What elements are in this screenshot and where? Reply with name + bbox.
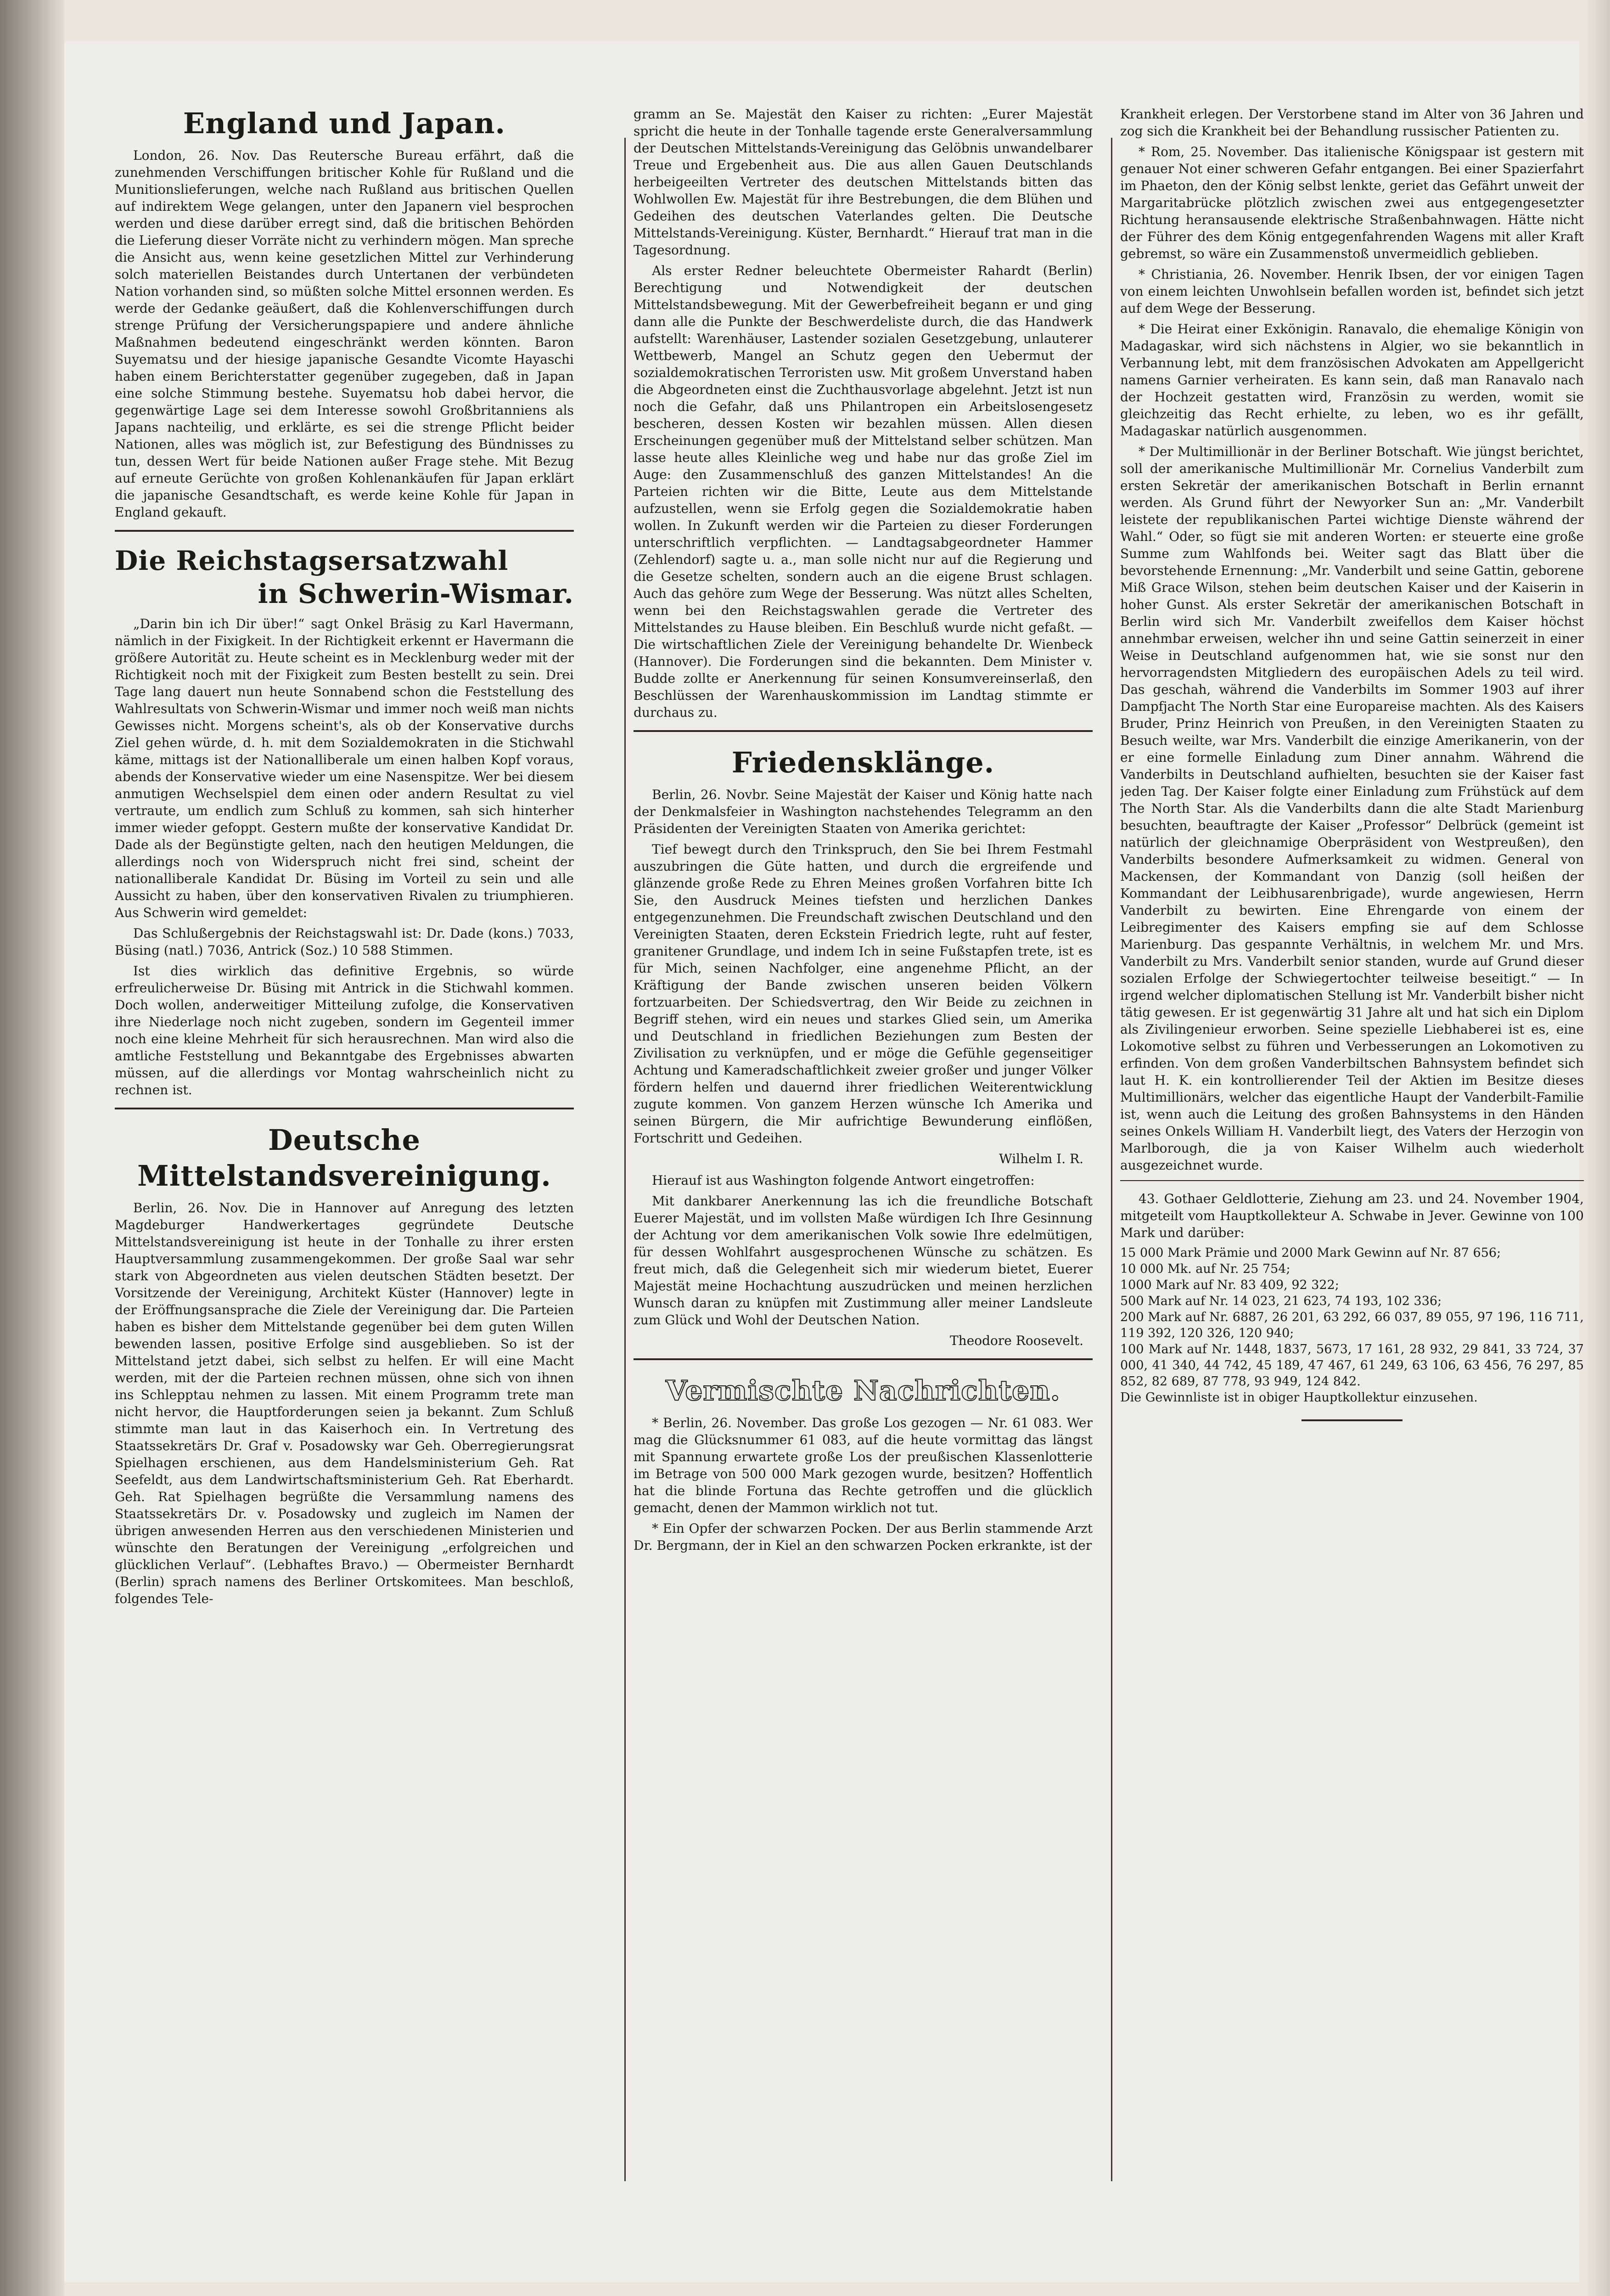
article-paragraph: Ist dies wirklich das definitive Ergebnis, so würde erfreulicherweise Dr. Büsing mit Antrick in die Stichwahl kommen. Doch wollen, anderweitiger Mitteilung zufolge, die Konservativen ihre Niederlage noch nicht zugeben, sondern im Gegenteil immer noch eine kleine Mehrheit für sich herausrechnen. Man wird also die amtliche Feststellung und Bekanntgabe des Ergebnisses abwarten müssen, auf die allerdings vor Montag wahrscheinlich nicht zu rechnen ist. — [115, 963, 574, 1097]
section-divider — [115, 530, 574, 532]
headline-vermischte-nachrichten: Vermischte Nachrichten. — [666, 1375, 1060, 1407]
telegram-text: Tief bewegt durch den Trinkspruch, den Sie bei Ihrem Festmahl auszubringen die Güte hatten, und durch die ergreifende und glänzende große Rede zu Ehren Meines großen Vorfahren bitte Ich Sie, den Ausdruck Meines tiefsten und herzlichen Dankes entgegenzunehmen. Die Freundschaft zwischen Deutschland und den Vereinigten Staaten, deren Eckstein Friedrich legte, ruht auf fester, granitener Grundlage, und indem Ich in seine Fußstapfen trete, ist es für Mich, seinen Nachfolger, eine angenehme Pflicht, an der Kräftigung der Bande zwischen unseren beiden Völkern fortzuarbeiten. Der Schiedsvertrag, den Wir Beide zu zeichnen in Begriff stehen, wird ein neues und starkes Glied sein, um Amerika und Deutschland in friedlichen Beziehungen zum Besten der Zivilisation zu verknüpfen, und er möge die Gefühle gegenseitiger Achtung und Kameradschaftlichkeit zweier großer und junger Völker fördern helfen und dauernd ihrer friedlichen Weiterentwicklung zugute kommen. Von ganzem Herzen wünsche Ich Amerika und seinen Bürgern, die Mir aufrichtige Bewunderung einflößen, Fortschritt und Gedeihen. — [634, 842, 1093, 1146]
section-divider — [1120, 1180, 1584, 1181]
telegram-text: Mit dankbarer Anerkennung las ich die freundliche Botschaft Euerer Majestät, und im vollsten Maße würdigen Ich Ihre Gesinnung der Achtung vor dem amerikanischen Volk sowie Ihre edelmütigen, für dessen Wohlfahrt ausgesprochenen Wünsche zu schätzen. Es freut mich, daß die Gelegenheit sich mir wiederum bietet, Euerer Majestät meine Hochachtung auszudrücken und meinen herzlichen Wunsch daran zu knüpfen mit Zustimmung aller meiner Landsleute zum Glück und Wohl der Deutschen Nation. — [634, 1193, 1093, 1328]
headline-schwerin-wismar: in Schwerin-Wismar. — [258, 578, 574, 609]
lottery-line: 10 000 Mk. auf Nr. 25 754; — [1120, 1262, 1290, 1276]
lottery-line: 1000 Mark auf Nr. 83 409, 92 322; — [1120, 1278, 1339, 1292]
signature-wilhelm: Wilhelm I. R. — [999, 1151, 1083, 1166]
lottery-line: Die Gewinnliste ist in obiger Hauptkollektur einzusehen. — [1120, 1390, 1478, 1405]
article-paragraph: Berlin, 26. Nov. Die in Hannover auf Anregung des letzten Magdeburger Handwerkertages gegründete Deutsche Mittelstandsvereinigung ist heute in der Tonhalle zu ihrer ersten Hauptversammlung zusammengekommen. Der große Saal war sehr stark von Abgeordneten aus vielen deutschen Städten besetzt. Der Vorsitzende der Vereinigung, Architekt Küster (Hannover) legte in der Eröffnungsansprache die Ziele der Vereinigung dar. Die Parteien haben es bisher dem Mittelstande gegenüber bei dem guten Willen bewenden lassen, positive Erfolge sind ausgeblieben. So ist der Mittelstand jetzt dabei, sich selbst zu helfen. Er will eine Macht werden, mit der die Parteien rechnen müssen, ohne sich von ihnen ins Schlepptau nehmen zu lassen. Mit einem Programm trete man nicht hervor, die Hauptforderungen seien ja bekannt. Zum Schluß stimmte man laut in das Kaiserhoch ein. In Vertretung des Staatssekretärs Dr. Graf v. Posadowsky war Geh. Oberregierungsrat Spielhagen erschienen, aus dem Handelsministerium Geh. Rat Seefeldt, aus dem Landwirtschaftsministerium Geh. Rat Eberhardt. Geh. Rat Spielhagen begrüßte die Versammlung namens des Staatssekretärs Dr. v. Posadowsky und zugleich im Namen der übrigen anwesenden Herren aus den verschiedenen Ministerien und wünschte den Beratungen der Vereinigung „erfolgreichen und glücklichen Verlauf“. (Lebhaftes Bravo.) — Obermeister Bernhardt (Berlin) sprach namens des Berliner Ortskomitees. Man beschloß, folgendes Tele- — [115, 1200, 574, 1606]
news-item: * Berlin, 26. November. Das große Los gezogen — Nr. 61 083. Wer mag die Glücksnummer 61 083, auf die heute vormittag das längst mit Spannung erwartete große Los der preußischen Klassenlotterie im Betrage von 500 000 Mark gezogen wurde, besitzen? Hoffentlich hat die blinde Fortuna das Rechte getroffen und die glücklich gemacht, denen der Mammon wirklich not tut. — [634, 1415, 1093, 1515]
headline-england-japan: England und Japan. — [183, 107, 506, 140]
news-item: * Die Heirat einer Exkönigin. Ranavalo, die ehemalige Königin von Madagaskar, wird sich nächstens in Algier, wo sie bekanntlich in Verbannung lebt, mit dem französischen Advokaten am Appellgericht namens Garnier verheiraten. Es kann sein, daß man Ranavalo nach der Hochzeit gestatten wird, Französin zu werden, womit sie gleichzeitig das Recht erhielte, zu leben, wo es ihr gefällt, Madagaskar natürlich ausgenommen. — [1120, 321, 1584, 439]
headline-mittelstandsvereinigung: Deutsche Mittelstandsvereinigung. — [137, 1123, 551, 1193]
news-item: * Christiania, 26. November. Henrik Ibsen, der vor einigen Tagen von einem leichten Unwohlsein befallen worden ist, befindet sich jetzt auf dem Wege der Besserung. — [1120, 267, 1584, 316]
lottery-header: 43. Gothaer Geldlotterie, Ziehung am 23. und 24. November 1904, mitgeteilt vom Hauptkollekteur A. Schwabe in Jever. Gewinne von 100 Mark und darüber: — [1120, 1191, 1584, 1240]
page-edge — [1587, 0, 1610, 2296]
lottery-line: 500 Mark auf Nr. 14 023, 21 623, 74 193, 102 336; — [1120, 1294, 1442, 1308]
headline-friedensklaenge: Friedensklänge. — [731, 746, 995, 779]
signature-roosevelt: Theodore Roosevelt. — [949, 1333, 1083, 1348]
news-item: * Ein Opfer der schwarzen Pocken. Der aus Berlin stammende Arzt Dr. Bergmann, der in Kiel an den schwarzen Pocken erkrankte, ist der — [634, 1521, 1093, 1553]
headline-reichstagsersatzwahl: Die Reichstagsersatzwahl — [115, 545, 509, 576]
article-paragraph: gramm an Se. Majestät den Kaiser zu richten: „Eurer Majestät spricht die heute in der Tonhalle tagende erste Generalversammlung der Deutschen Mittelstands-Vereinigung das Gelöbnis unwandelbarer Treue und Ergebenheit aus. Die aus allen Gauen Deutschlands herbeigeeilten Vertreter des deutschen Mittelstands bitten das Wohlwollen Ew. Majestät für ihre Bestrebungen, die dem Blühen und Gedeihen des deutschen Vaterlandes gelten. Die Deutsche Mittelstands-Vereinigung. Küster, Bernhardt.“ Hierauf trat man in die Tagesordnung. — [634, 107, 1093, 258]
article-paragraph: „Darin bin ich Dir über!“ sagt Onkel Bräsig zu Karl Havermann, nämlich in der Fixigkeit. In der Richtigkeit erkennt er Havermann die größere Autorität zu. Heute scheint es in Mecklenburg weder mit der Richtigkeit noch mit der Fixigkeit zum Besten bestellt zu sein. Drei Tage lang dauert nun heute Sonnabend schon die Feststellung des Wahlresultats von Schwerin-Wismar und immer noch weiß man nichts Gewisses nicht. Morgens scheint's, als ob der Konservative durchs Ziel gehen würde, d. h. mit dem Sozialdemokraten in die Stichwahl käme, mittags ist der Nationalliberale um einen halben Kopf voraus, abends der Konservative wieder um eine Nasenspitze. Wer bei diesem anmutigen Wechselspiel dem einen oder andern Resultat zu viel vertraute, um endlich zum Schluß zu kommen, sah sich hinterher immer wieder gefoppt. Gestern mußte der konservative Kandidat Dr. Dade als der Begünstigte gelten, nach den heutigen Meldungen, die allerdings noch von Widerspruch nicht frei sind, scheint der nationalliberale Kandidat Dr. Büsing im Vorteil zu sein und alle Aussicht zu haben, über den konservativen Rivalen zu triumphieren. Aus Schwerin wird gemeldet: — [115, 616, 574, 920]
news-item: * Der Multimillionär in der Berliner Botschaft. Wie jüngst berichtet, soll der amerikanische Multimillionär Mr. Cornelius Vanderbilt zum ersten Sekretär der amerikanischen Botschaft in Berlin ernannt werden. Als Grund führt der Newyorker Sun an: „Mr. Vanderbilt leistete der republikanischen Partei wichtige Dienste während der Wahl.“ Oder, so fügt sie mit anderen Worten: er steuerte eine große Summe zum Wahlfonds bei. Weiter sagt das Blatt über die bevorstehende Ernennung: „Mr. Vanderbilt und seine Gattin, geborene Miß Grace Wilson, stehen beim deutschen Kaiser und der Kaiserin in hoher Gunst. Als erster Sekretär der amerikanischen Botschaft in Berlin wird sich Mr. Vanderbilt zweifellos dem Kaiser höchst annehmbar erweisen, welcher ihn und seine Gattin seinerzeit in einer Weise in Deutschland aufgenommen hat, wie sie sonst nur den hervorragendsten Mitgliedern des europäischen Adels zu teil wird. Das geschah, während die Vanderbilts im Sommer 1903 auf ihrer Dampfjacht The North Star eine Europareise machten. Als des Kaisers Bruder, Prinz Heinrich von Preußen, in den Vereinigten Staaten zu Besuch weilte, war Mrs. Vanderbilt die einzige Amerikanerin, von der er eine formelle Einladung zum Diner annahm. Während die Vanderbilts in Deutschland aufhielten, besuchten sie der Kaiser fast jeden Tag. Der Kaiser folgte einer Einladung zum Frühstück auf dem The North Star. Als die Vanderbilts dann die alte Stadt Marienburg besuchten, beauftragte der Kaiser „Professor“ Delbrück (gemeint ist natürlich der gleichnamige Oberpräsident von Westpreußen), den Vanderbilts besondere Aufmerksamkeit zu widmen. General von Mackensen, der Kommandant von Danzig (soll heißen der Kommandant der Leibhusarenbrigade), wurde angewiesen, Herrn Vanderbilt zu bewirten. Eine Ehrengarde von einem der Leibregimenter des Kaisers empfing sie auf dem Schlosse Marienburg. Das gespannte Verhältnis, in welchem Mr. und Mrs. Vanderbilt zu Mrs. Vanderbilt senior standen, wurde auf Grund dieser sozialen Erfolge der Schwiegertochter teilweise beseitigt.“ — In irgend welcher diplomatischen Stellung ist Mr. Vanderbilt bisher nicht tätig gewesen. Er ist gegenwärtig 31 Jahre alt und hat sich ein Diplom als Zivilingenieur erworben. Seine spezielle Liebhaberei ist es, eine Lokomotive selbst zu führen und Verbesserungen an Lokomotiven zu erfinden. Von dem großen Vanderbiltschen Bahnsystem befindet sich laut H. K. ein kontrollierender Teil der Aktien im Besitze dieses Multimillionärs, welcher das eigentliche Haupt der Vanderbilt-Familie ist, wenn auch die Leitung des großen Bahnsystems in den Händen seines Onkels William H. Vanderbilt liegt, des Vaters der Herzogin von Marlborough, die ja von Kaiser Wilhelm auch wiederholt ausgezeichnet wurde. — [1120, 444, 1584, 1173]
article-paragraph: Hierauf ist aus Washington folgende Antwort eingetroffen: — [652, 1173, 1035, 1188]
article-paragraph: London, 26. Nov. Das Reutersche Bureau erfährt, daß die zunehmenden Verschiffungen britischer Kohle für Rußland und die Munitionslieferungen, welche nach Rußland aus britischen Quellen auf indirektem Wege gelangen, unter den Japanern viel besprochen werden und diese darüber erregt sind, daß die britischen Behörden die Lieferung dieser Vorräte nicht zu verhindern mögen. Man spreche die Ansicht aus, wenn keine gesetzlichen Mittel zur Verhinderung solch materiellen Beistandes durch Untertanen der verbündeten Nation vorhanden sind, so müßten solche Mittel ersonnen werden. Es werde der Gedanke geäußert, daß die Kohlenverschiffungen durch strenge Prüfung der Versicherungspapiere und andere ähnliche Maßnahmen bedeutend eingeschränkt werden könnten. Baron Suyematsu und der hiesige japanische Gesandte Vicomte Hayaschi haben einem Berichterstatter gegenüber zugegeben, daß in Japan eine solche Stimmung bestehe. Suyematsu hob dabei hervor, die gegenwärtige Lage sei dem Interesse sowohl Großbritanniens als Japans nachteilig, und erklärte, es sei die strenge Pflicht beider Nationen, alles was möglich ist, zur Befestigung des Bündnisses zu tun, dessen Wert für beide Nationen außer Frage stehe. Mit Bezug auf erneute Gerüchte von großen Kohlenankäufen für Japan erklärt die japanische Gesandtschaft, es werde keine Kohle für Japan in England gekauft. — [115, 148, 574, 520]
section-divider — [634, 730, 1093, 732]
lottery-line: 200 Mark auf Nr. 6887, 26 201, 63 292, 66 037, 89 055, 97 196, 116 711, 119 392, 120 326, 120 940; — [1120, 1310, 1584, 1340]
article-paragraph: Das Schlußergebnis der Reichstagswahl ist: Dr. Dade (kons.) 7033, Büsing (natl.) 7036, Antrick (Soz.) 10 588 Stimmen. — [115, 926, 574, 958]
article-paragraph: Als erster Redner beleuchtete Obermeister Rahardt (Berlin) Berechtigung und Notwendigkeit der deutschen Mittelstandsbewegung. Mit der Gewerbefreiheit begann er und ging dann alle die Punkte der Beschwerdeliste durch, die das Handwerk aufstellt: Warenhäuser, Lastender sozialen Gesetzgebung, unlauterer Wettbewerb, Mangel an Schutz gegen den Uebermut der sozialdemokratischen Terroristen usw. Mit großem Unverstand haben die Abgeordneten einst die Zuchthausvorlage abgelehnt. Jetzt ist nun noch die Gefahr, daß uns Philantropen ein Arbeitslosengesetz bescheren, dessen Kosten wir bezahlen müssen. Allen diesen Erscheinungen gegenüber muß der Mittelstand selber schützen. Man lasse heute alles Kleinliche weg und habe nur das große Ziel im Auge: den Zusammenschluß des ganzen Mittelstandes! An die Parteien richten wir die Bitte, Leute aus dem Mittelstande aufzustellen, wenn sie Erfolg gegen die Sozialdemokratie haben wollen. In Zukunft werden wir die Parteien zu dieser Forderungen unterschriftlich verpflichten. — Landtagsabgeordneter Hammer (Zehlendorf) sagte u. a., man solle nicht nur auf die Regierung und die Gesetze schelten, sondern auch an die eigene Brust schlagen. Auch das gehöre zum Wege der Besserung. Was nützt alles Schelten, wenn bei den Reichstagswahlen gerade die Vertreter des Mittelstandes zu Hause bleiben. Ein Beschluß wurde nicht gefaßt. — Die wirtschaftlichen Ziele der Vereinigung behandelte Dr. Wienbeck (Hannover). Die Forderungen sind die bekannten. Dem Minister v. Budde zollte er Anerkennung für seinen Konsumvereinserlaß, den Beschlüssen der Warenhauskommission im Landtag stimmte er durchaus zu. — [634, 263, 1093, 720]
lottery-line: 100 Mark auf Nr. 1448, 1837, 5673, 17 161, 28 932, 29 841, 33 724, 37 000, 41 340, 44 742, 45 189, 47 467, 61 249, 63 106, 63 456, 76 297, 85 852, 82 689, 87 778, 93 949, 124 842. — [1120, 1342, 1584, 1389]
book-gutter-shadow — [0, 0, 64, 2296]
news-item: * Rom, 25. November. Das italienische Königspaar ist gestern mit genauer Not einer schweren Gefahr entgangen. Bei einer Spazierfahrt im Phaeton, den der König selbst lenkte, geriet das Gefährt unweit der Margaritabrücke plötzlich zwischen zwei aus entgegengesetzter Richtung heransausende elektrische Straßenbahnwagen. Hätte nicht der Führer des dem König entgegenfahrenden Wagens mit aller Kraft gebremst, so wäre ein Zusammenstoß unvermeidlich geblieben. — [1120, 144, 1584, 261]
section-divider — [634, 1358, 1093, 1360]
section-divider — [115, 1108, 574, 1109]
column-2 — [634, 106, 1093, 2218]
column-1 — [115, 106, 574, 2218]
lottery-line: 15 000 Mark Prämie und 2000 Mark Gewinn auf Nr. 87 656; — [1120, 1246, 1501, 1260]
news-item: Krankheit erlegen. Der Verstorbene stand im Alter von 36 Jahren und zog sich die Krankheit bei der Behandlung russischer Patienten zu. — [1120, 107, 1584, 139]
column-rule — [624, 138, 626, 2181]
article-paragraph: Berlin, 26. Novbr. Seine Majestät der Kaiser und König hatte nach der Denkmalsfeier in Washington nachstehendes Telegramm an den Präsidenten der Vereinigten Staaten von Amerika gerichtet: — [634, 787, 1093, 836]
lottery-results — [1120, 1245, 1584, 1406]
column-rule — [1111, 138, 1112, 2181]
column-3 — [1120, 106, 1584, 2218]
end-rule — [1301, 1419, 1402, 1421]
